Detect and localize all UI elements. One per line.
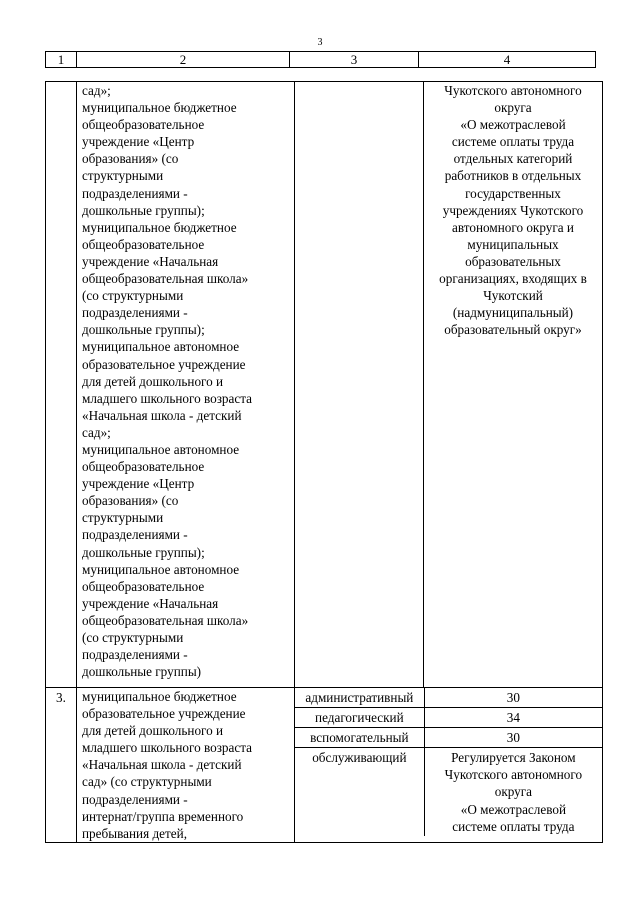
text-line: подразделениями - xyxy=(82,185,188,201)
text-line: младшего школьного возраста xyxy=(82,390,253,406)
institutions-text xyxy=(82,688,294,842)
row-number-cell: 3. xyxy=(46,688,77,843)
text-line: Регулируется Законом xyxy=(451,750,576,766)
text-line: образовательный округ» xyxy=(444,322,582,338)
text-line: образовательное учреждение xyxy=(82,356,246,372)
category-regulation xyxy=(424,748,602,836)
text-line: (со структурными xyxy=(82,630,184,645)
institutions-cell xyxy=(77,688,295,843)
text-line: муниципальное бюджетное xyxy=(82,100,237,116)
category-name: обслуживающий xyxy=(295,748,424,836)
text-line: «О межотраслевой xyxy=(460,801,566,817)
text-line: пребывания детей, xyxy=(82,825,187,841)
text-line: муниципальное автономное xyxy=(82,339,240,355)
text-line: организациях, входящих в xyxy=(439,271,587,287)
category-subtable xyxy=(295,688,602,836)
text-line: «Начальная школа - детский xyxy=(82,757,242,773)
text-line: «О межотраслевой xyxy=(460,117,566,133)
text-line: муниципальных xyxy=(467,236,559,252)
regulation-text xyxy=(425,82,601,338)
text-line: работников в отдельных xyxy=(444,168,582,184)
text-line: общеобразовательная школа» xyxy=(82,271,249,287)
category-value: 34 xyxy=(424,708,602,728)
text-line: муниципальное бюджетное xyxy=(82,689,237,704)
table-row-continuation xyxy=(46,82,603,688)
page-number: 3 xyxy=(317,37,323,48)
text-line: Чукотский xyxy=(483,288,543,304)
text-line: общеобразовательное xyxy=(82,236,205,252)
text-line: образования» (со xyxy=(82,151,179,167)
header-col-1: 1 xyxy=(46,52,77,68)
category-name: административный xyxy=(295,688,424,708)
text-line: для детей дошкольного и xyxy=(82,373,224,389)
text-line: подразделениями - xyxy=(82,305,188,321)
text-line: дошкольные группы); xyxy=(82,202,205,218)
text-line: дошкольные группы); xyxy=(82,544,205,560)
text-line: учреждение «Центр xyxy=(82,476,195,492)
text-line: сад»; xyxy=(82,424,111,440)
regulation-text xyxy=(425,749,602,834)
text-line: муниципальное бюджетное xyxy=(82,219,237,235)
text-line: сад»; xyxy=(82,83,111,98)
text-line: образовательное учреждение xyxy=(82,706,246,722)
text-line: учреждение «Центр xyxy=(82,134,195,150)
text-line: отдельных категорий xyxy=(453,151,573,167)
category-value: 30 xyxy=(424,688,602,708)
text-line: подразделениями - xyxy=(82,647,188,663)
text-line: автономного округа и xyxy=(452,219,574,235)
text-line: сад» (со структурными xyxy=(82,774,212,790)
text-line: «Начальная школа - детский xyxy=(82,407,242,423)
text-line: структурными xyxy=(82,168,164,184)
text-line: для детей дошкольного и xyxy=(82,723,224,739)
text-line: округа xyxy=(494,784,533,800)
text-line: общеобразовательное xyxy=(82,117,205,133)
category-name: педагогический xyxy=(295,708,424,728)
institutions-text xyxy=(82,82,294,680)
main-table xyxy=(45,81,603,843)
text-line: Чукотского автономного xyxy=(444,767,583,783)
table-row-3 xyxy=(46,688,603,843)
text-line: интернат/группа временного xyxy=(82,808,244,824)
text-line: (надмуниципальный) xyxy=(452,305,574,321)
text-line: учреждениях Чукотского xyxy=(442,202,584,218)
text-line: государственных xyxy=(465,185,561,201)
category-row xyxy=(295,708,602,728)
text-line: образовательных xyxy=(465,253,561,269)
text-line: муниципальное автономное xyxy=(82,561,240,577)
text-line: общеобразовательное xyxy=(82,459,205,475)
text-line: дошкольные группы); xyxy=(82,322,205,338)
text-line: Чукотского автономного xyxy=(444,83,582,98)
category-cell xyxy=(295,82,424,688)
category-row xyxy=(295,748,602,836)
text-line: подразделениями - xyxy=(82,791,188,807)
text-line: (со структурными xyxy=(82,288,184,304)
category-value: 30 xyxy=(424,728,602,748)
institutions-cell xyxy=(77,82,295,688)
category-name: вспомогательный xyxy=(295,728,424,748)
text-line: округа xyxy=(494,100,532,116)
regulation-cell xyxy=(424,82,603,688)
text-line: общеобразовательное xyxy=(82,578,205,594)
header-col-4: 4 xyxy=(419,52,596,68)
text-line: системе оплаты труда xyxy=(452,818,575,834)
text-line: структурными xyxy=(82,510,164,526)
category-row xyxy=(295,688,602,708)
category-row xyxy=(295,728,602,748)
text-line: системе оплаты труда xyxy=(451,134,575,150)
text-line: образования» (со xyxy=(82,493,179,509)
text-line: муниципальное автономное xyxy=(82,441,240,457)
text-line: дошкольные группы) xyxy=(82,664,202,680)
text-line: общеобразовательная школа» xyxy=(82,612,249,628)
column-number-header xyxy=(45,51,596,68)
text-line: младшего школьного возраста xyxy=(82,740,253,756)
row-number-cell xyxy=(46,82,77,688)
text-line: подразделениями - xyxy=(82,527,188,543)
category-values-cell xyxy=(295,688,603,843)
text-line: учреждение «Начальная xyxy=(82,595,219,611)
header-col-2: 2 xyxy=(77,52,290,68)
text-line: учреждение «Начальная xyxy=(82,253,219,269)
header-col-3: 3 xyxy=(290,52,419,68)
